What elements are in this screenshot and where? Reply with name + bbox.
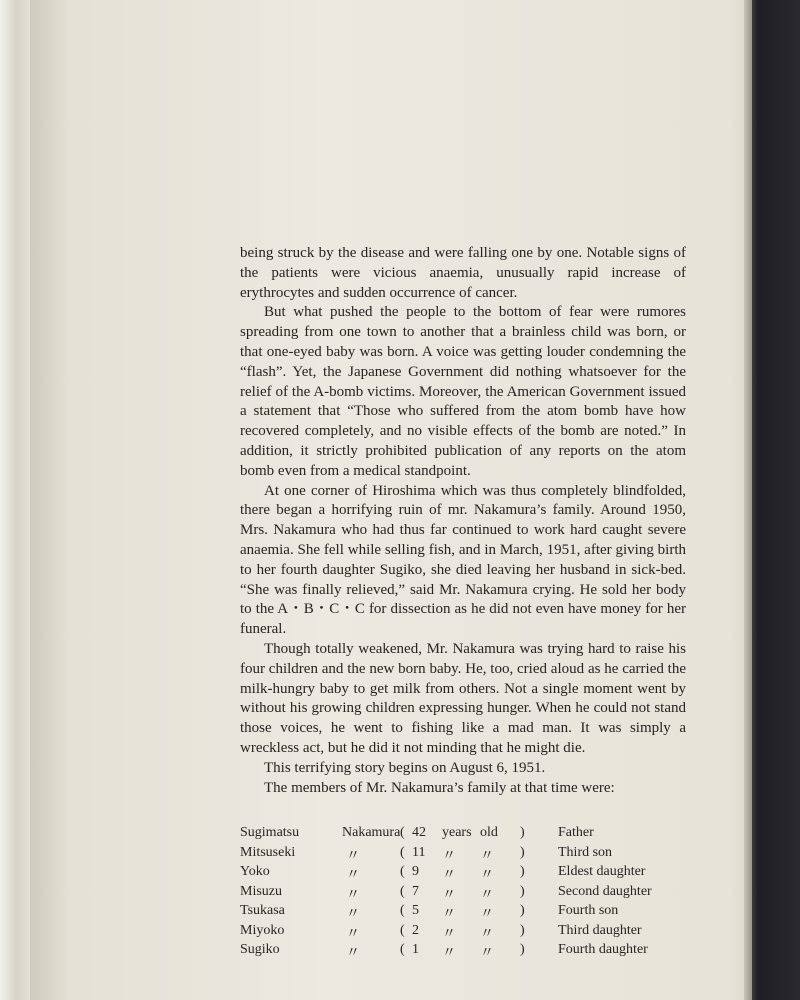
open-paren: ( xyxy=(400,844,405,860)
open-paren: ( xyxy=(400,922,405,938)
member-first-name: Miyoko xyxy=(240,922,285,938)
ditto-mark: 〃 xyxy=(442,907,456,922)
member-first-name: Misuzu xyxy=(240,883,282,899)
member-first-name: Yoko xyxy=(240,864,270,879)
member-first-name: Sugimatsu xyxy=(240,825,300,840)
ditto-mark: 〃 xyxy=(480,926,494,942)
family-table xyxy=(240,825,680,962)
ditto-mark: 〃 xyxy=(480,868,494,883)
close-paren: ) xyxy=(520,844,525,860)
member-relation: Third daughter xyxy=(558,922,642,938)
ditto-mark: 〃 xyxy=(442,926,456,942)
ditto-mark: 〃 xyxy=(346,907,360,922)
member-age: 11 xyxy=(412,844,426,860)
member-first-name: Tsukasa xyxy=(240,903,285,918)
ditto-mark: 〃 xyxy=(442,946,456,961)
member-relation: Father xyxy=(558,825,594,840)
ditto-mark: 〃 xyxy=(480,848,494,864)
member-last-name: Nakamura xyxy=(342,825,401,840)
book-cover xyxy=(752,0,800,1000)
member-age: 2 xyxy=(412,922,419,938)
ditto-mark: 〃 xyxy=(480,907,494,922)
age-unit: years xyxy=(442,825,472,840)
ditto-mark: 〃 xyxy=(346,946,360,961)
member-age: 5 xyxy=(412,903,419,918)
ditto-mark: 〃 xyxy=(442,868,456,883)
open-paren: ( xyxy=(400,825,405,840)
family-row xyxy=(240,903,680,923)
close-paren: ) xyxy=(520,922,525,938)
member-age: 9 xyxy=(412,864,419,879)
paragraph: But what pushed the people to the bottom of fear were rumores spreading from one town to another that a brainless child was born, or that one-eyed baby was born. A voice was getting louder condemning the “flash”. Yet, the Japanese Government did nothing whatsoever for the relief of the A-bomb victims. Moreover, the American Government issued a statement that “Those who suffered from the atom bomb have how recovered completely, and no visible effects of the bomb are noted.” In addition, it strictly prohibited publication of any reports on the atom bomb even from a medical standpoint. xyxy=(240,304,686,479)
body-text xyxy=(240,244,686,798)
paragraph: being struck by the disease and were falling one by one. Notable signs of the patients were vicious anaemia, unusually rapid increase of erythrocytes and sudden occurrence of cancer. xyxy=(240,245,686,301)
ditto-mark: 〃 xyxy=(442,887,456,903)
ditto-mark: 〃 xyxy=(442,848,456,864)
open-paren: ( xyxy=(400,942,405,957)
ditto-mark: 〃 xyxy=(346,887,360,903)
ditto-mark: 〃 xyxy=(346,848,360,864)
member-relation: Eldest daughter xyxy=(558,864,646,879)
close-paren: ) xyxy=(520,903,525,918)
ditto-mark: 〃 xyxy=(346,868,360,883)
close-paren: ) xyxy=(520,825,525,840)
member-age: 42 xyxy=(412,825,426,840)
close-paren: ) xyxy=(520,864,525,879)
member-age: 1 xyxy=(412,942,419,957)
member-relation: Fourth daughter xyxy=(558,942,648,957)
member-relation: Second daughter xyxy=(558,883,652,899)
close-paren: ) xyxy=(520,942,525,957)
book-gutter xyxy=(0,0,30,1000)
paragraph: This terrifying story begins on August 6, 1951. xyxy=(264,759,546,776)
open-paren: ( xyxy=(400,864,405,879)
family-row xyxy=(240,825,680,845)
close-paren: ) xyxy=(520,883,525,899)
member-relation: Fourth son xyxy=(558,903,619,918)
paragraph: Though totally weakened, Mr. Nakamura was trying hard to raise his four children and the new born baby. He, too, cried aloud as he carried the milk-hungry baby to get milk from others. Not a single moment went by without his growing children expressing hunger. When he could not stand those voices, he went to fishing like a mad man. It was simply a wreckless act, but he did it not minding that he might die. xyxy=(240,640,686,756)
open-paren: ( xyxy=(400,883,405,899)
family-row xyxy=(240,864,680,884)
age-suffix: old xyxy=(480,825,498,840)
family-row xyxy=(240,923,680,943)
open-paren: ( xyxy=(400,903,405,918)
member-age: 7 xyxy=(412,883,419,899)
member-first-name: Mitsuseki xyxy=(240,844,296,860)
family-row xyxy=(240,884,680,904)
member-first-name: Sugiko xyxy=(240,942,280,957)
paragraph: The members of Mr. Nakamura’s family at that time were: xyxy=(264,779,615,796)
family-row xyxy=(240,942,680,962)
ditto-mark: 〃 xyxy=(346,926,360,942)
ditto-mark: 〃 xyxy=(480,946,494,961)
member-relation: Third son xyxy=(558,844,613,860)
family-row xyxy=(240,845,680,865)
paragraph: At one corner of Hiroshima which was thus completely blindfolded, there began a horrifying ruin of mr. Nakamura’s family. Around 1950, Mrs. Nakamura who had thus far continued to work hard caught severe anaemia. She fell while selling fish, and in March, 1951, after giving birth to her fourth daughter Sugiko, she died leaving her husband in sick-bed. “She was finally relieved,” said Mr. Nakamura crying. He sold her body to the A・B・C・C for dissection as he did not even have money for her funeral. xyxy=(240,482,686,638)
ditto-mark: 〃 xyxy=(480,887,494,903)
